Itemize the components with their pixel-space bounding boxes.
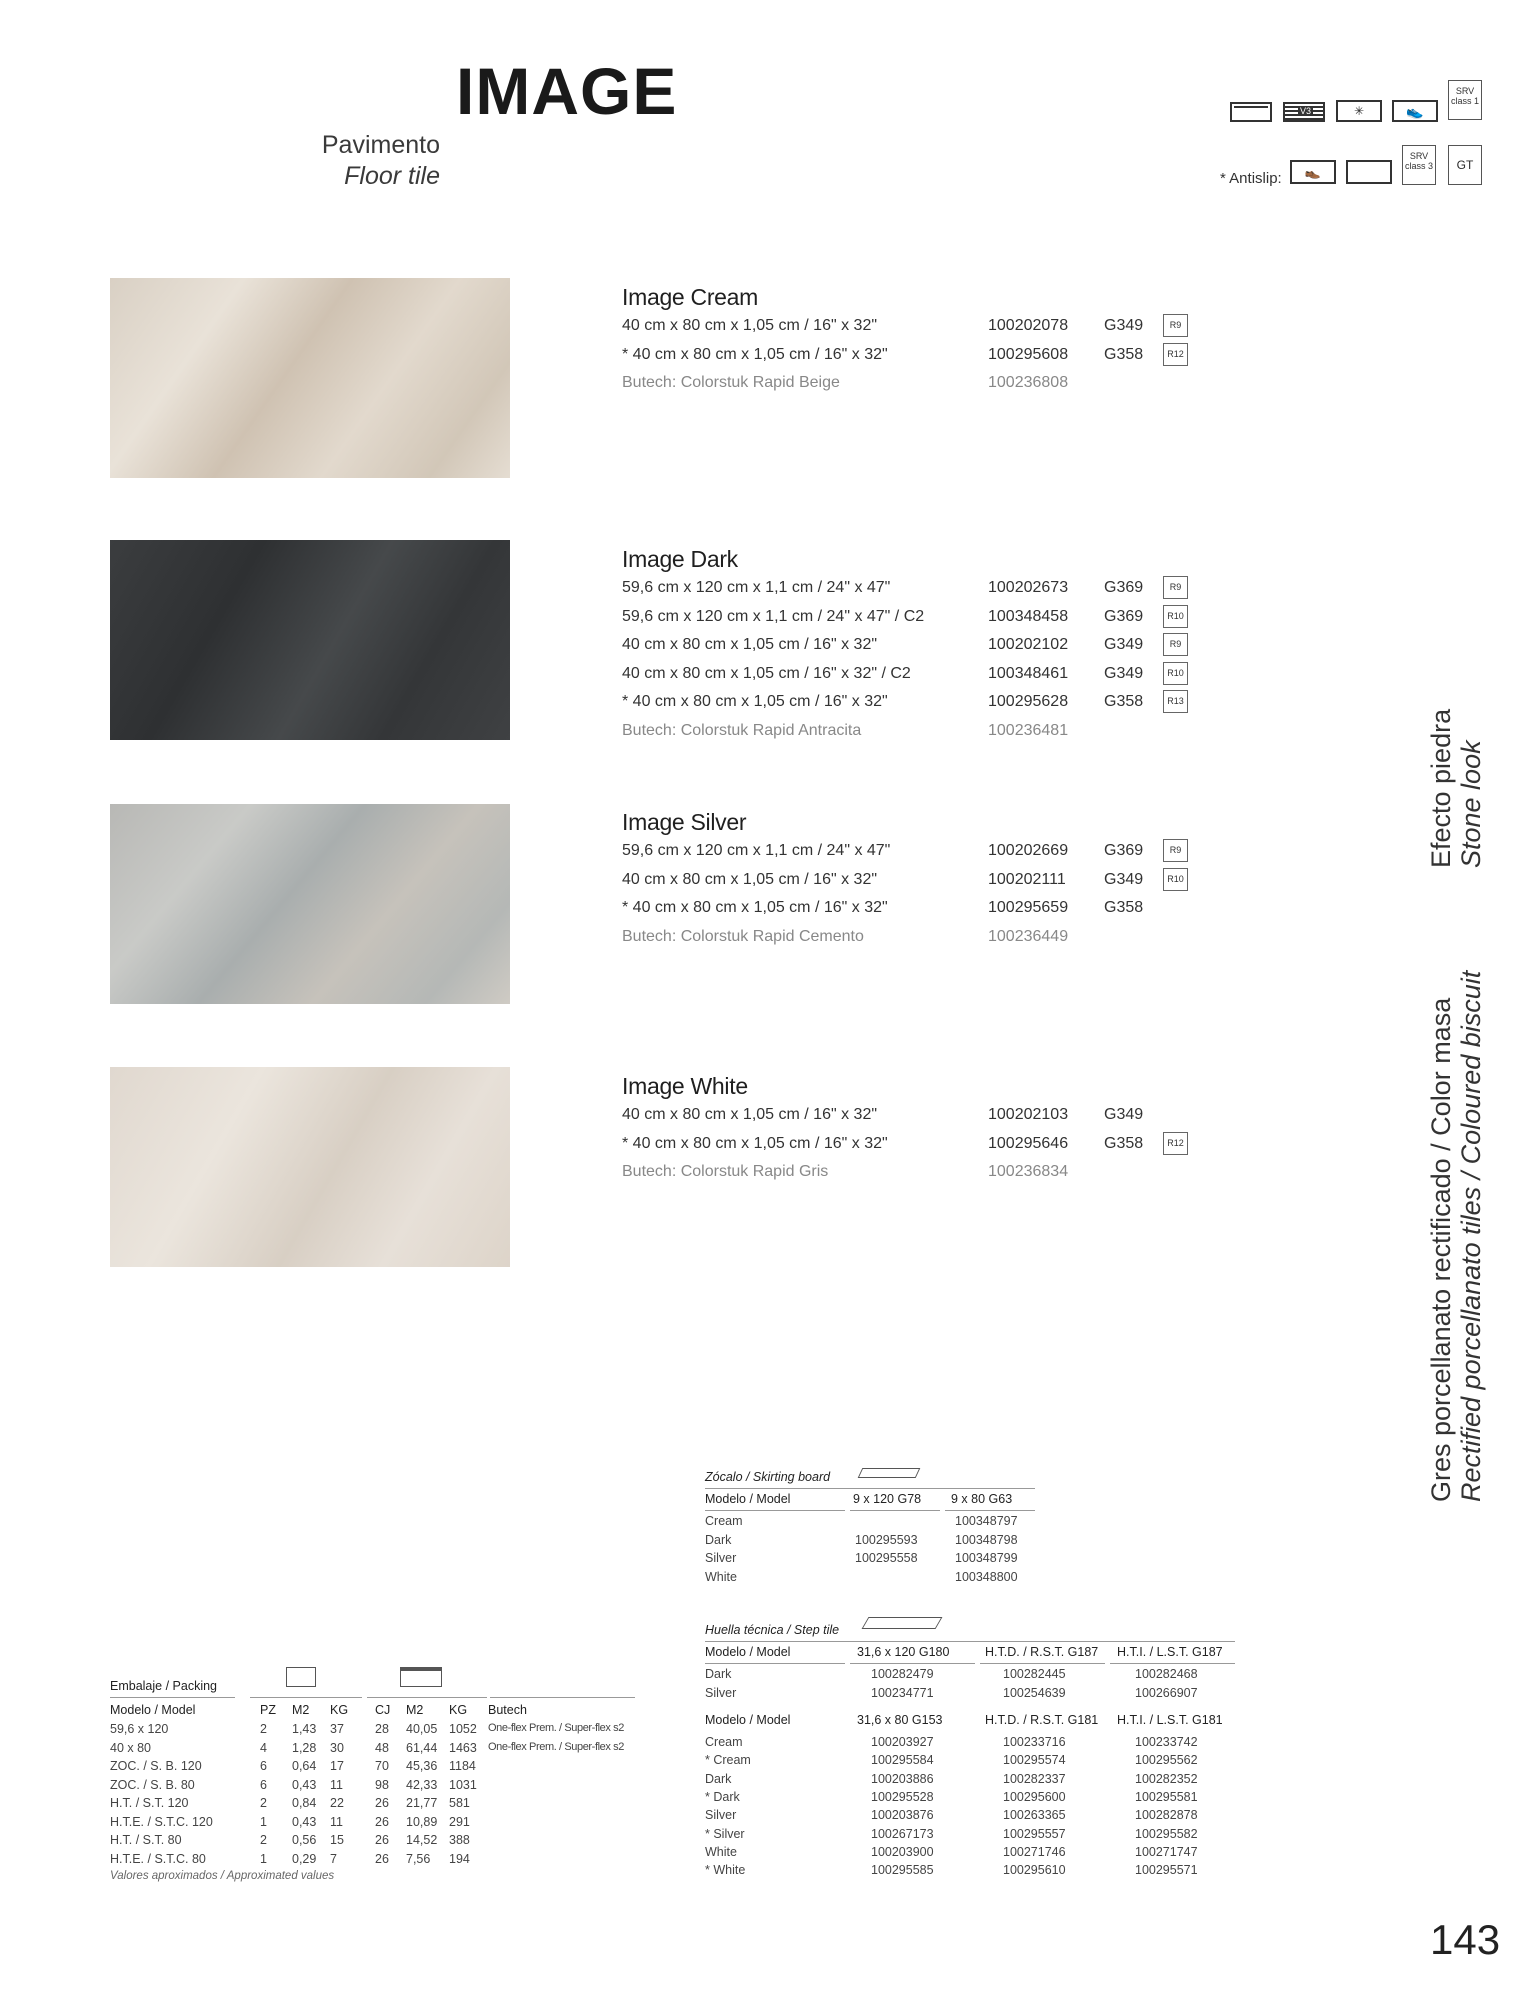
skirting-header: 9 x 80 G63 — [951, 1492, 1013, 1506]
format-description: 40 cm x 80 cm x 1,05 cm / 16" x 32" — [622, 1106, 878, 1123]
subtitle-es: Pavimento — [321, 131, 440, 159]
pallet-icon — [400, 1667, 442, 1687]
packing-header: PZ — [260, 1703, 276, 1717]
grout-code: G349 — [1104, 664, 1144, 682]
product-name: Image White — [622, 1073, 748, 1099]
format-row — [622, 1135, 1222, 1164]
model-label: Cream — [705, 1514, 743, 1528]
slip-rating-badge: R12 — [1163, 343, 1188, 366]
packing-value: 2 — [260, 1833, 267, 1847]
skirting-header-rule — [945, 1510, 1035, 1511]
packing-value: 26 — [375, 1814, 389, 1829]
format-description: 40 cm x 80 cm x 1,05 cm / 16" x 32" — [622, 317, 878, 334]
product-code: 100234771 — [871, 1685, 934, 1700]
product-code: 100295628 — [988, 693, 1069, 710]
packing-title: Embalaje / Packing — [110, 1679, 218, 1693]
model-label: Cream — [705, 1735, 743, 1749]
format-description: Butech: Colorstuk Rapid Antracita — [622, 721, 862, 739]
model-label: H.T.E. / S.T.C. 80 — [110, 1851, 206, 1866]
model-label: Dark — [705, 1532, 732, 1547]
product-code: 100348799 — [955, 1551, 1018, 1565]
format-row — [622, 346, 1222, 375]
butech-product: One-flex Prem. / Super-flex s2 — [488, 1740, 624, 1753]
tile-image-dark — [110, 540, 510, 740]
butech-row — [622, 722, 1222, 751]
step-tile-icon — [862, 1617, 943, 1629]
product-code: 100295610 — [1003, 1863, 1066, 1878]
format-description: * 40 cm x 80 cm x 1,05 cm / 16" x 32" — [622, 693, 888, 710]
grout-code: G358 — [1104, 693, 1144, 710]
grout-code: G349 — [1104, 1106, 1144, 1123]
product-image-dark — [622, 546, 1222, 750]
butech-row — [622, 1163, 1222, 1192]
side-label-stone-look — [1426, 709, 1486, 868]
product-code: 100295558 — [855, 1551, 918, 1565]
grout-code: G369 — [1104, 842, 1144, 859]
gt-badge: GT — [1448, 145, 1482, 185]
product-code: 100348458 — [988, 607, 1069, 625]
product-code: 100295600 — [1003, 1789, 1066, 1804]
grout-code: G369 — [1104, 607, 1144, 625]
srv-class-1-badge — [1448, 80, 1482, 120]
format-row — [622, 693, 1222, 722]
product-name: Image Dark — [622, 546, 738, 572]
product-code: 100236481 — [988, 721, 1069, 739]
skirting-title: Zócalo / Skirting board — [705, 1470, 831, 1484]
box-icon — [286, 1667, 316, 1687]
format-row — [622, 317, 1222, 346]
product-code: 100236808 — [988, 374, 1069, 391]
subtitle — [200, 130, 440, 192]
slip-rating-badge: R13 — [1163, 690, 1188, 713]
product-code: 100295585 — [871, 1863, 934, 1878]
product-image-white — [622, 1073, 1222, 1192]
product-code: 100202673 — [988, 579, 1069, 596]
packing-value: 7,56 — [406, 1851, 431, 1866]
product-code: 100295584 — [871, 1753, 934, 1768]
format-description: 40 cm x 80 cm x 1,05 cm / 16" x 32" — [622, 636, 878, 653]
packing-value: 0,43 — [292, 1814, 317, 1829]
packing-value: 10,89 — [406, 1814, 438, 1829]
packing-header: Modelo / Model — [110, 1703, 196, 1717]
shoe-antislip-icon: 👞 — [1290, 160, 1336, 184]
model-label: Dark — [705, 1771, 732, 1786]
packing-value: 4 — [260, 1740, 267, 1755]
product-code: 100202103 — [988, 1106, 1069, 1123]
product-code: 100295581 — [1135, 1789, 1198, 1804]
skirting-header: Modelo / Model — [705, 1492, 791, 1506]
format-row — [622, 608, 1222, 637]
model-label: ZOC. / S. B. 120 — [110, 1759, 202, 1773]
packing-value: 30 — [330, 1740, 344, 1755]
packing-value: 6 — [260, 1759, 267, 1773]
step-header: Modelo / Model — [705, 1713, 791, 1727]
product-code: 100295528 — [871, 1789, 934, 1804]
product-code: 100203927 — [871, 1735, 934, 1749]
step-header-rule — [850, 1663, 975, 1664]
product-name: Image Silver — [622, 809, 747, 835]
packing-header: Butech — [488, 1703, 527, 1717]
step-header: H.T.D. / R.S.T. G181 — [985, 1713, 1099, 1727]
srv-class-1-label: SRV class 1 — [1450, 86, 1479, 106]
model-label: White — [705, 1569, 737, 1584]
model-label: 40 x 80 — [110, 1740, 152, 1755]
packing-value: 37 — [330, 1722, 344, 1736]
packing-value: 0,43 — [292, 1777, 317, 1792]
model-label: H.T. / S.T. 120 — [110, 1796, 189, 1810]
product-code: 100295608 — [988, 345, 1069, 363]
model-label: ZOC. / S. B. 80 — [110, 1777, 195, 1792]
product-code: 100295582 — [1135, 1826, 1198, 1841]
skirting-header-rule — [850, 1510, 940, 1511]
skirting-header: 9 x 120 G78 — [853, 1492, 922, 1506]
format-description: 59,6 cm x 120 cm x 1,1 cm / 24" x 47" — [622, 842, 891, 859]
packing-value: 2 — [260, 1796, 267, 1810]
packing-value: 7 — [330, 1851, 337, 1866]
model-label: Silver — [705, 1551, 737, 1565]
packing-header: CJ — [375, 1703, 391, 1717]
model-label: H.T. / S.T. 80 — [110, 1833, 182, 1847]
packing-value: 6 — [260, 1777, 267, 1792]
product-code: 100236834 — [988, 1163, 1069, 1180]
packing-value: 22 — [330, 1796, 344, 1810]
product-code: 100295659 — [988, 899, 1069, 916]
product-code: 100348797 — [955, 1514, 1018, 1528]
step-header-rule — [1110, 1663, 1235, 1664]
product-code: 100233742 — [1135, 1735, 1198, 1749]
packing-value: 1 — [260, 1851, 267, 1866]
packing-value: 17 — [330, 1759, 344, 1773]
format-row — [622, 636, 1222, 665]
srv-class-3-badge — [1402, 145, 1436, 185]
format-row — [622, 579, 1222, 608]
product-image-silver — [622, 809, 1222, 956]
packing-value: 42,33 — [406, 1777, 438, 1792]
packing-value: 98 — [375, 1777, 389, 1792]
model-label: * Dark — [705, 1789, 740, 1804]
step-header: H.T.I. / L.S.T. G181 — [1117, 1713, 1223, 1727]
product-code: 100266907 — [1135, 1685, 1198, 1700]
antislip-label: * Antislip: — [1220, 170, 1282, 187]
packing-value: 70 — [375, 1759, 389, 1773]
slip-rating-badge: R10 — [1163, 605, 1188, 628]
step-header: H.T.I. / L.S.T. G187 — [1117, 1645, 1223, 1659]
packing-value: 0,84 — [292, 1796, 317, 1810]
packing-value: 26 — [375, 1833, 389, 1847]
product-code: 100348798 — [955, 1532, 1018, 1547]
butech-row — [622, 928, 1222, 957]
product-code: 100295593 — [855, 1532, 918, 1547]
step-header: 31,6 x 80 G153 — [857, 1713, 943, 1727]
v3-label: V3 — [1300, 106, 1312, 116]
product-code: 100295571 — [1135, 1863, 1198, 1878]
packing-value: 0,29 — [292, 1851, 317, 1866]
packing-value: 1,43 — [292, 1722, 317, 1736]
product-code: 100203876 — [871, 1808, 934, 1823]
format-description: 59,6 cm x 120 cm x 1,1 cm / 24" x 47" — [622, 579, 891, 596]
packing-value: 45,36 — [406, 1759, 438, 1773]
packing-value: 0,56 — [292, 1833, 317, 1847]
product-code: 100282878 — [1135, 1808, 1198, 1823]
model-label: Silver — [705, 1685, 737, 1700]
format-row — [622, 1106, 1222, 1135]
product-code: 100203886 — [871, 1771, 934, 1786]
grout-code: G349 — [1104, 636, 1144, 653]
approximated-values-note: Valores aproximados / Approximated values — [110, 1870, 335, 1882]
product-code: 100203900 — [871, 1844, 934, 1859]
side-label-type-es: Gres porcellanato rectificado / Color masa — [1426, 997, 1456, 1502]
product-code: 100282352 — [1135, 1771, 1198, 1786]
side-label-en: Stone look — [1456, 740, 1486, 868]
tile-image-white — [110, 1067, 510, 1267]
format-row — [622, 665, 1222, 694]
product-code: 100202669 — [988, 842, 1069, 859]
product-name: Image Cream — [622, 284, 759, 310]
packing-header: KG — [330, 1703, 349, 1717]
product-code: 100202102 — [988, 636, 1069, 653]
step-header: 31,6 x 120 G180 — [857, 1645, 950, 1659]
format-description: 40 cm x 80 cm x 1,05 cm / 16" x 32" — [622, 870, 878, 888]
model-label: 59,6 x 120 — [110, 1722, 169, 1736]
packing-value: 14,52 — [406, 1833, 438, 1847]
srv-class-3-label: SRV class 3 — [1404, 151, 1433, 171]
packing-value: 11 — [330, 1814, 343, 1829]
format-description: Butech: Colorstuk Rapid Cemento — [622, 927, 864, 945]
grout-code: G349 — [1104, 870, 1144, 888]
packing-value: 2 — [260, 1722, 267, 1736]
step-header-rule — [980, 1663, 1105, 1664]
tile-size-icon — [1230, 102, 1272, 122]
product-code: 100295646 — [988, 1134, 1069, 1152]
barefoot-antislip-icon — [1346, 160, 1392, 184]
skirting-board-icon — [858, 1468, 921, 1478]
packing-value: 1 — [260, 1814, 267, 1829]
packing-value: 26 — [375, 1796, 389, 1810]
packing-value: 1052 — [449, 1722, 477, 1736]
model-label: White — [705, 1844, 737, 1859]
packing-value: 1,28 — [292, 1740, 317, 1755]
grout-code: G349 — [1104, 317, 1144, 334]
format-description: Butech: Colorstuk Rapid Gris — [622, 1163, 829, 1180]
product-code: 100295562 — [1135, 1753, 1198, 1768]
step-title: Huella técnica / Step tile — [705, 1623, 840, 1637]
skirting-header-rule — [705, 1510, 845, 1511]
model-label: * Silver — [705, 1826, 745, 1841]
packing-value: 291 — [449, 1814, 470, 1829]
product-code: 100254639 — [1003, 1685, 1066, 1700]
side-label-type-en: Rectified porcellanato tiles / Coloured biscuit — [1456, 970, 1486, 1502]
packing-table — [110, 1665, 635, 1885]
product-code: 100271747 — [1135, 1844, 1198, 1859]
packing-value: 194 — [449, 1851, 470, 1866]
product-code: 100282445 — [1003, 1667, 1066, 1681]
product-code: 100282337 — [1003, 1771, 1066, 1786]
grout-code: G358 — [1104, 899, 1144, 916]
packing-header: M2 — [406, 1703, 424, 1717]
product-code: 100236449 — [988, 927, 1069, 945]
packing-header: KG — [449, 1703, 468, 1717]
product-code: 100202078 — [988, 317, 1069, 334]
packing-value: 21,77 — [406, 1796, 438, 1810]
packing-value: 581 — [449, 1796, 470, 1810]
product-code: 100282479 — [871, 1667, 934, 1681]
step-header: H.T.D. / R.S.T. G187 — [985, 1645, 1099, 1659]
packing-value: 1031 — [449, 1777, 477, 1792]
subtitle-en: Floor tile — [344, 162, 440, 190]
packing-value: 388 — [449, 1833, 470, 1847]
packing-value: 26 — [375, 1851, 389, 1866]
product-code: 100295557 — [1003, 1826, 1066, 1841]
format-description: * 40 cm x 80 cm x 1,05 cm / 16" x 32" — [622, 345, 888, 363]
slip-rating-badge: R10 — [1163, 662, 1188, 685]
format-description: * 40 cm x 80 cm x 1,05 cm / 16" x 32" — [622, 899, 888, 916]
grout-code: G369 — [1104, 579, 1144, 596]
grout-code: G358 — [1104, 345, 1144, 363]
page-title: IMAGE — [456, 54, 678, 128]
packing-value: 40,05 — [406, 1722, 438, 1736]
product-code: 100271746 — [1003, 1844, 1066, 1859]
product-code: 100267173 — [871, 1826, 934, 1841]
format-description: Butech: Colorstuk Rapid Beige — [622, 374, 840, 391]
product-code: 100282468 — [1135, 1667, 1198, 1681]
skirting-table — [705, 1470, 1035, 1590]
packing-value: 0,64 — [292, 1759, 317, 1773]
packing-value: 61,44 — [406, 1740, 438, 1755]
format-description: 40 cm x 80 cm x 1,05 cm / 16" x 32" / C2 — [622, 664, 911, 682]
slip-rating-badge: R12 — [1163, 1132, 1188, 1155]
product-code: 100202111 — [988, 870, 1066, 888]
step-header-rule — [705, 1663, 845, 1664]
butech-row — [622, 374, 1222, 403]
tile-image-cream — [110, 278, 510, 478]
slip-rating-badge: R9 — [1163, 633, 1188, 656]
product-code: 100348800 — [955, 1569, 1018, 1584]
format-description: 59,6 cm x 120 cm x 1,1 cm / 24" x 47" / C2 — [622, 607, 925, 625]
step-tile-table — [705, 1623, 1235, 1883]
packing-value: 48 — [375, 1740, 389, 1755]
format-row — [622, 871, 1222, 900]
slip-rating-badge: R9 — [1163, 314, 1188, 337]
footwear-icon: 👟 — [1392, 100, 1438, 122]
side-label-tile-type — [1426, 971, 1486, 1502]
page-number: 143 — [1430, 1916, 1501, 1963]
product-code: 100348461 — [988, 664, 1069, 682]
packing-value: 1463 — [449, 1740, 477, 1755]
packing-header: M2 — [292, 1703, 310, 1717]
model-label: * Cream — [705, 1753, 751, 1768]
packing-value: 11 — [330, 1777, 343, 1792]
format-description: * 40 cm x 80 cm x 1,05 cm / 16" x 32" — [622, 1134, 888, 1152]
slip-rating-badge: R10 — [1163, 868, 1188, 891]
slip-rating-badge: R9 — [1163, 576, 1188, 599]
frost-resistance-icon: ✳ — [1336, 100, 1382, 122]
packing-value: 1184 — [449, 1759, 476, 1773]
model-label: Dark — [705, 1667, 732, 1681]
model-label: * White — [705, 1863, 746, 1878]
grout-code: G358 — [1104, 1134, 1144, 1152]
product-image-cream — [622, 284, 1222, 403]
side-label-es: Efecto piedra — [1426, 708, 1456, 868]
product-code: 100263365 — [1003, 1808, 1066, 1823]
model-label: H.T.E. / S.T.C. 120 — [110, 1814, 213, 1829]
tile-image-silver — [110, 804, 510, 1004]
format-row — [622, 842, 1222, 871]
format-row — [622, 899, 1222, 928]
slip-rating-badge: R9 — [1163, 839, 1188, 862]
product-code: 100295574 — [1003, 1753, 1066, 1768]
product-code: 100233716 — [1003, 1735, 1066, 1749]
butech-product: One-flex Prem. / Super-flex s2 — [488, 1722, 624, 1734]
packing-value: 28 — [375, 1722, 389, 1736]
shade-variation-icon — [1283, 102, 1325, 122]
packing-value: 15 — [330, 1833, 344, 1847]
model-label: Silver — [705, 1808, 737, 1823]
step-header: Modelo / Model — [705, 1645, 791, 1659]
